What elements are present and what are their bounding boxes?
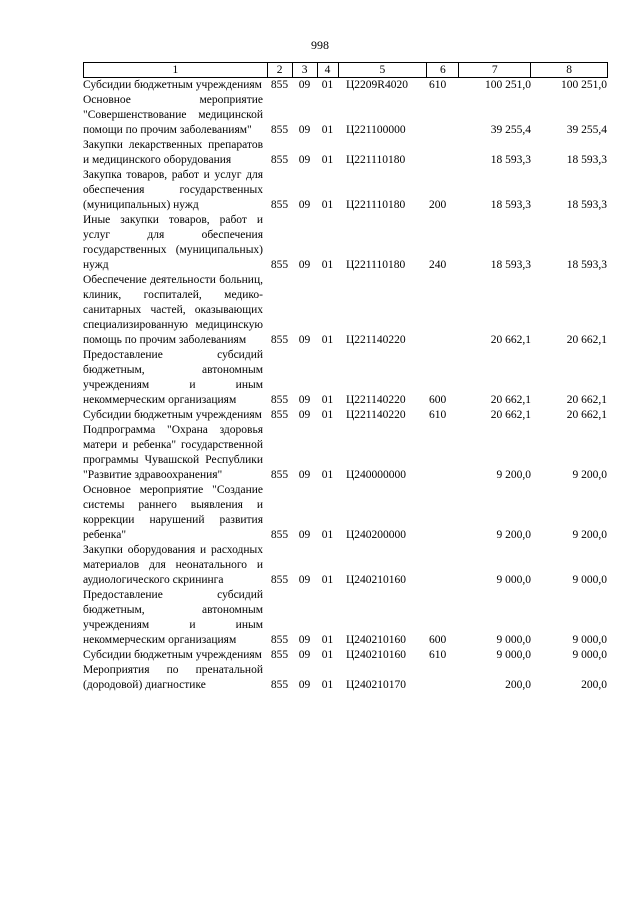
row-section: 09	[298, 649, 311, 661]
row-section: 09	[298, 469, 311, 481]
row-subsection: 01	[321, 529, 334, 541]
row-amount-year-1: 9 000,0	[496, 574, 531, 586]
row-amount-year-1: 18 593,3	[490, 259, 531, 271]
table-row	[83, 588, 608, 648]
header-col-4: 4	[318, 63, 339, 77]
row-ministry-code: 855	[270, 469, 289, 481]
row-amount-year-2: 39 255,4	[566, 124, 607, 136]
row-description: Субсидии бюджетным учреждениям	[83, 409, 262, 421]
row-subsection: 01	[321, 574, 334, 586]
row-section: 09	[298, 124, 311, 136]
row-amount-year-1: 9 000,0	[496, 649, 531, 661]
row-description: Субсидии бюджетным учреждениям	[83, 649, 262, 661]
row-subsection: 01	[321, 334, 334, 346]
row-subsection: 01	[321, 679, 334, 691]
header-col-1: 1	[84, 63, 268, 77]
row-section: 09	[298, 79, 311, 91]
row-description: Закупки лекарственных препаратов и медицинского оборудования	[83, 139, 263, 166]
row-subsection: 01	[321, 154, 334, 166]
table-row	[83, 138, 608, 168]
table-row	[83, 213, 608, 273]
row-ministry-code: 855	[270, 574, 289, 586]
row-ministry-code: 855	[270, 79, 289, 91]
table-row	[83, 168, 608, 213]
table-row	[83, 348, 608, 408]
row-ministry-code: 855	[270, 529, 289, 541]
header-col-5: 5	[339, 63, 428, 77]
row-description: Иные закупки товаров, работ и услуг для обеспечения государственных (муниципальных) нужд	[83, 214, 263, 271]
table-row	[83, 93, 608, 138]
row-target-article: Ц2209R4020	[346, 79, 408, 91]
row-amount-year-2: 200,0	[581, 679, 607, 691]
row-subsection: 01	[321, 79, 334, 91]
row-amount-year-1: 18 593,3	[490, 154, 531, 166]
header-col-6: 6	[427, 63, 459, 77]
row-subsection: 01	[321, 634, 334, 646]
row-description: Мероприятия по пренатальной (дородовой) диагностике	[83, 664, 263, 691]
row-ministry-code: 855	[270, 199, 289, 211]
row-amount-year-1: 200,0	[505, 679, 531, 691]
row-ministry-code: 855	[270, 124, 289, 136]
row-section: 09	[298, 199, 311, 211]
row-amount-year-1: 20 662,1	[490, 409, 531, 421]
table-row	[83, 78, 608, 93]
table-row	[83, 648, 608, 663]
table-row	[83, 423, 608, 483]
row-amount-year-1: 20 662,1	[490, 394, 531, 406]
row-amount-year-1: 9 200,0	[496, 529, 531, 541]
row-section: 09	[298, 334, 311, 346]
row-section: 09	[298, 154, 311, 166]
row-amount-year-2: 20 662,1	[566, 409, 607, 421]
row-target-article: Ц240210160	[346, 649, 407, 661]
table-body	[83, 78, 608, 693]
row-amount-year-1: 39 255,4	[490, 124, 531, 136]
row-target-article: Ц221100000	[346, 124, 406, 136]
row-target-article: Ц240210160	[346, 574, 407, 586]
row-subsection: 01	[321, 259, 334, 271]
row-amount-year-2: 9 000,0	[572, 649, 607, 661]
row-section: 09	[298, 679, 311, 691]
row-expense-type: 600	[429, 394, 447, 406]
row-section: 09	[298, 634, 311, 646]
row-amount-year-2: 100 251,0	[561, 79, 607, 91]
row-section: 09	[298, 394, 311, 406]
row-subsection: 01	[321, 469, 334, 481]
table-header	[83, 62, 608, 78]
row-amount-year-2: 9 000,0	[572, 574, 607, 586]
row-amount-year-1: 20 662,1	[490, 334, 531, 346]
header-col-8: 8	[566, 64, 572, 76]
row-target-article: Ц240210170	[346, 679, 407, 691]
row-amount-year-2: 20 662,1	[566, 394, 607, 406]
header-col-2: 2	[268, 63, 293, 77]
row-expense-type: 610	[429, 79, 447, 91]
page-number: 998	[311, 38, 329, 52]
row-description: Предоставление субсидий бюджетным, автономным учреждениям и иным некоммерческим организациям	[83, 589, 263, 646]
row-amount-year-1: 9 200,0	[496, 469, 531, 481]
row-ministry-code: 855	[270, 259, 289, 271]
row-ministry-code: 855	[270, 334, 289, 346]
row-target-article: Ц221110180	[346, 259, 406, 271]
row-description: Основное мероприятие "Совершенствование медицинской помощи по прочим заболеваниям"	[83, 94, 263, 136]
row-section: 09	[298, 409, 311, 421]
row-description: Основное мероприятие "Создание системы раннего выявления и коррекции нарушений развития ребенка"	[83, 484, 263, 541]
row-target-article: Ц221110180	[346, 199, 406, 211]
row-amount-year-2: 9 200,0	[572, 529, 607, 541]
row-subsection: 01	[321, 409, 334, 421]
row-description: Закупки оборудования и расходных материалов для неонатального и аудиологического скрининга	[83, 544, 263, 586]
row-subsection: 01	[321, 394, 334, 406]
row-ministry-code: 855	[270, 154, 289, 166]
row-section: 09	[298, 529, 311, 541]
row-section: 09	[298, 259, 311, 271]
row-ministry-code: 855	[270, 409, 289, 421]
row-expense-type: 610	[429, 409, 447, 421]
row-expense-type: 240	[429, 259, 447, 271]
row-target-article: Ц221110180	[346, 154, 406, 166]
row-amount-year-2: 9 000,0	[572, 634, 607, 646]
row-target-article: Ц240200000	[346, 529, 407, 541]
header-col-7: 7	[459, 63, 531, 77]
row-ministry-code: 855	[270, 634, 289, 646]
row-amount-year-2: 18 593,3	[566, 259, 607, 271]
row-target-article: Ц240000000	[346, 469, 407, 481]
header-col-3: 3	[293, 63, 318, 77]
row-amount-year-2: 9 200,0	[572, 469, 607, 481]
row-description: Субсидии бюджетным учреждениям	[83, 79, 262, 91]
row-expense-type: 610	[429, 649, 447, 661]
row-expense-type: 600	[429, 634, 447, 646]
row-target-article: Ц240210160	[346, 634, 407, 646]
row-section: 09	[298, 574, 311, 586]
row-subsection: 01	[321, 199, 334, 211]
row-amount-year-2: 18 593,3	[566, 199, 607, 211]
budget-table	[83, 62, 608, 693]
row-subsection: 01	[321, 649, 334, 661]
row-target-article: Ц221140220	[346, 409, 406, 421]
row-ministry-code: 855	[270, 394, 289, 406]
row-description: Предоставление субсидий бюджетным, автономным учреждениям и иным некоммерческим организациям	[83, 349, 263, 406]
row-amount-year-2: 20 662,1	[566, 334, 607, 346]
row-amount-year-1: 9 000,0	[496, 634, 531, 646]
table-row	[83, 483, 608, 543]
row-target-article: Ц221140220	[346, 394, 406, 406]
row-target-article: Ц221140220	[346, 334, 406, 346]
row-amount-year-2: 18 593,3	[566, 154, 607, 166]
row-amount-year-1: 18 593,3	[490, 199, 531, 211]
row-description: Обеспечение деятельности больниц, клиник, госпиталей, медико-санитарных частей, оказывающих специализированную медицинскую помощь по прочим заболеваниям	[83, 274, 263, 346]
table-row	[83, 273, 608, 348]
row-expense-type: 200	[429, 199, 447, 211]
table-row	[83, 408, 608, 423]
row-subsection: 01	[321, 124, 334, 136]
row-ministry-code: 855	[270, 679, 289, 691]
table-row	[83, 663, 608, 693]
table-row	[83, 543, 608, 588]
row-amount-year-1: 100 251,0	[485, 79, 531, 91]
row-ministry-code: 855	[270, 649, 289, 661]
row-description: Закупка товаров, работ и услуг для обеспечения государственных (муниципальных) нужд	[83, 169, 263, 211]
row-description: Подпрограмма "Охрана здоровья матери и ребенка" государственной программы Чувашской Республики "Развитие здравоохранения"	[83, 424, 263, 481]
